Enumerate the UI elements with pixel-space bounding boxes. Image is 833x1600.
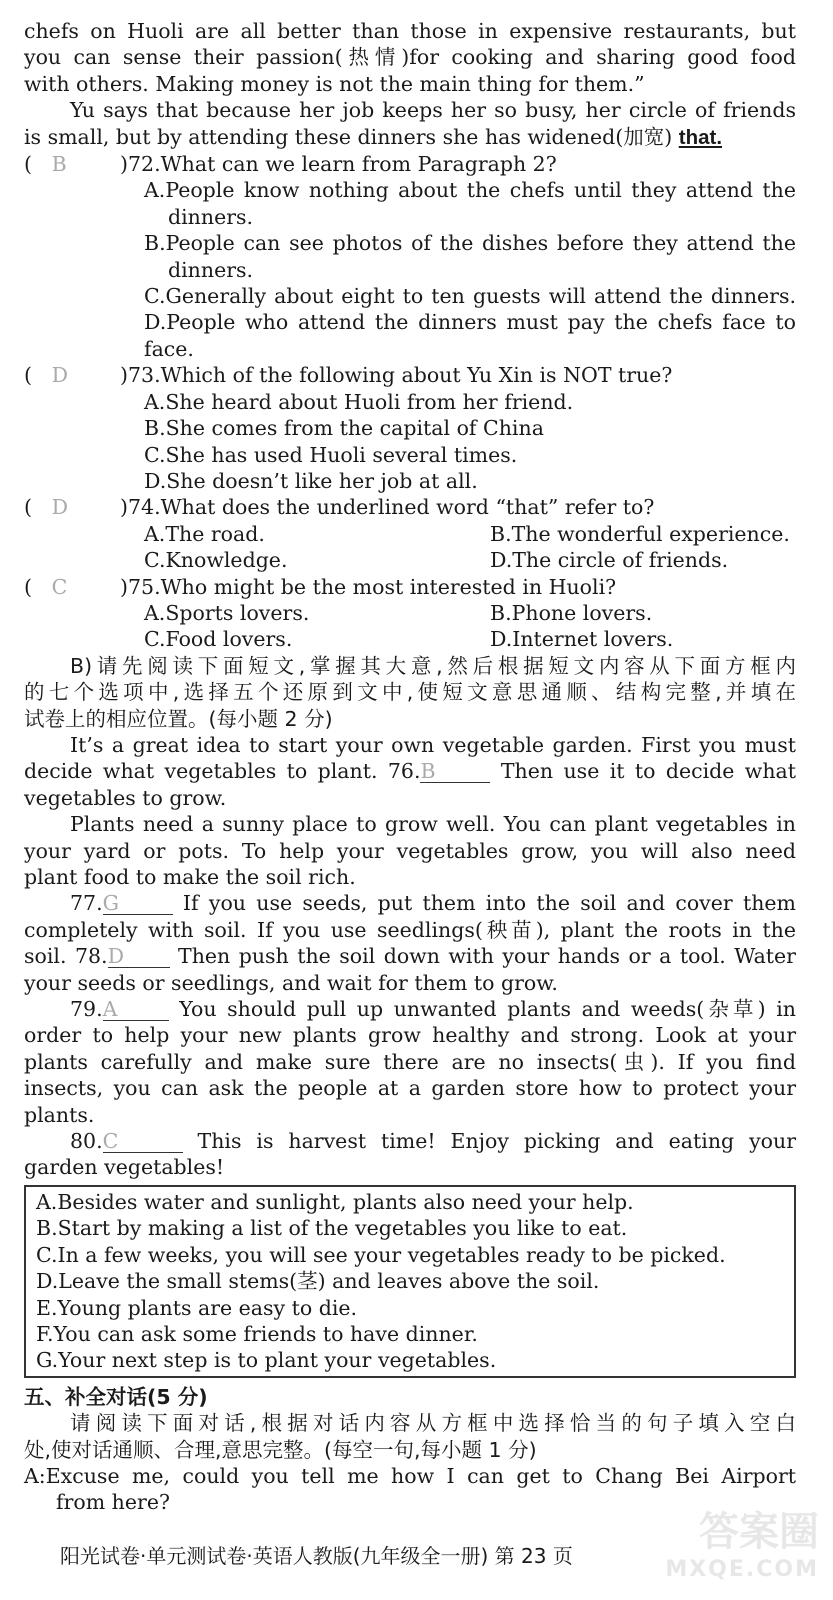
text-segment: 79. [70,997,103,1022]
passage-line: Plants need a sunny place to grow well. You can plant vegetables in [70,812,796,837]
question-72 [24,151,796,177]
option-row [24,521,796,547]
answer-letter: B [51,152,67,177]
option-cont: dinners. [168,204,254,229]
answer-letter: D [51,363,68,388]
passage-line: plants. [24,1102,95,1127]
section-b-instructions: B)请先阅读下面短文,掌握其大意,然后根据短文内容从下面方框内 [70,653,796,678]
option-item: G.Your next step is to plant your vegetables. [36,1348,497,1373]
option: B.She comes from the capital of China [144,416,544,441]
document-page [24,18,796,1516]
option-item: E.Young plants are easy to die. [36,1295,358,1320]
option: B.People can see photos of the dishes before they attend the [144,231,796,256]
passage-line: completely with soil. If you use seedlings(秧苗), plant the roots in the [24,917,796,942]
passage-line: your yard or pots. To help your vegetables grow, you will also need [24,838,796,863]
answer-blank-79: A [103,998,169,1021]
option: A.The road. [144,521,265,546]
option: A.Sports lovers. [144,600,310,625]
option-item: C.In a few weeks, you will see your vegetables ready to be picked. [36,1242,726,1267]
text-segment: 77. [70,891,103,916]
option-item: F.You can ask some friends to have dinner. [36,1321,478,1346]
answer-blank-77: G [103,892,173,915]
answer-blank-76: B [420,760,490,783]
option: A.She heard about Huoli from her friend. [144,389,574,414]
answer-blank-78: D [108,945,170,968]
option-row [24,600,796,626]
question-stem: )72.What can we learn from Paragraph 2? [120,152,557,177]
option: B.Phone lovers. [490,600,653,625]
passage-line [24,890,796,916]
watermark-url: MXQE.COM [665,1557,819,1582]
underlined-word: that. [678,125,723,149]
text-line: you can sense their passion(热情)for cooking and sharing good food [24,45,796,70]
text-segment: Then use it to decide what [500,759,796,784]
option: A.People know nothing about the chefs until they attend the [144,178,796,203]
answer-slot: ( B [24,152,67,177]
option-row [24,547,796,573]
text-segment: 80. [70,1129,103,1154]
text-line: Yu says that because her job keeps her so busy, her circle of friends [70,98,796,123]
option: C.She has used Huoli several times. [144,442,518,467]
options-box [24,1185,796,1378]
text-segment: is small, but by attending these dinners she has widened(加宽) [24,124,673,149]
passage-line [24,758,796,784]
option-item: A.Besides water and sunlight, plants also need your help. [36,1189,634,1214]
option: D.Internet lovers. [490,627,674,652]
option: D.The circle of friends. [490,548,729,573]
text-segment: soil. 78. [24,944,108,969]
section-five-instructions: 处,使对话通顺、合理,意思完整。(每空一句,每小题 1 分) [24,1437,537,1462]
text-segment: If you use seeds, put them into the soil and cover them [182,891,796,916]
option: B.The wonderful experience. [490,521,790,546]
option: C.Knowledge. [144,548,288,573]
question-73 [24,362,796,388]
passage-line: your seeds or seedlings, and wait for them to grow. [24,970,558,995]
text-segment: This is harvest time! Enjoy picking and eating your [197,1129,796,1154]
section-b-instructions: 的七个选项中,选择五个还原到文中,使短文意思通顺、结构完整,并填在 [24,680,796,705]
text-line: with others. Making money is not the main thing for them.” [24,71,645,96]
text-line [24,124,796,151]
section-five-title: 五、补全对话(5 分) [24,1384,208,1409]
option: D.People who attend the dinners must pay the chefs face to face. [144,310,796,361]
option: C.Generally about eight to ten guests will attend the dinners. [144,284,796,309]
question-stem: )73.Which of the following about Yu Xin is NOT true? [120,363,673,388]
passage-line: insects, you can ask the people at a garden store how to protect your [24,1076,796,1101]
passage-line: It’s a great idea to start your own vegetable garden. First you must [70,732,796,757]
passage-line: garden vegetables! [24,1155,225,1180]
answer-slot: ( D [24,495,68,520]
dialogue-line: A:Excuse me, could you tell me how I can get to Chang Bei Airport [24,1463,796,1488]
answer-letter: D [51,495,68,520]
question-74 [24,494,796,520]
question-75 [24,574,796,600]
dialogue-line: from here? [56,1490,170,1515]
section-five-instructions: 请阅读下面对话,根据对话内容从方框中选择恰当的句子填入空白 [70,1411,796,1436]
passage-line [24,943,796,969]
question-stem: )75.Who might be the most interested in Huoli? [120,574,617,599]
text-segment: decide what vegetables to plant. 76. [24,759,421,784]
answer-slot: ( C [24,574,68,599]
option-item: D.Leave the small stems(茎) and leaves above the soil. [36,1269,600,1294]
option-cont: dinners. [168,257,254,282]
passage-line [24,1128,796,1154]
text-segment: Then push the soil down with your hands or a tool. Water [178,944,796,969]
page-footer: 阳光试卷·单元测试卷·英语人教版(九年级全一册) 第 23 页 [60,1544,573,1568]
answer-blank-80: C [103,1130,183,1153]
watermark-text: 答案圈 [699,1509,819,1555]
question-stem: )74.What does the underlined word “that” refer to? [120,495,655,520]
answer-slot: ( D [24,363,68,388]
passage-line: order to help your new plants grow healthy and strong. Look at your [24,1023,796,1048]
passage-line: vegetables to grow. [24,785,227,810]
section-b-instructions: 试卷上的相应位置。(每小题 2 分) [24,706,333,731]
answer-letter: C [51,574,68,599]
option: D.She doesn’t like her job at all. [144,468,478,493]
text-line: chefs on Huoli are all better than those in expensive restaurants, but [24,19,796,43]
passage-line: plants carefully and make sure there are no insects(虫). If you find [24,1049,796,1074]
option-item: B.Start by making a list of the vegetables you like to eat. [36,1216,628,1241]
passage-line: plant food to make the soil rich. [24,865,356,889]
option-row [24,626,796,652]
passage-line [24,996,796,1022]
watermark-logo [599,1500,819,1595]
option: C.Food lovers. [144,627,293,652]
text-segment: You should pull up unwanted plants and weeds(杂草) in [179,997,796,1022]
